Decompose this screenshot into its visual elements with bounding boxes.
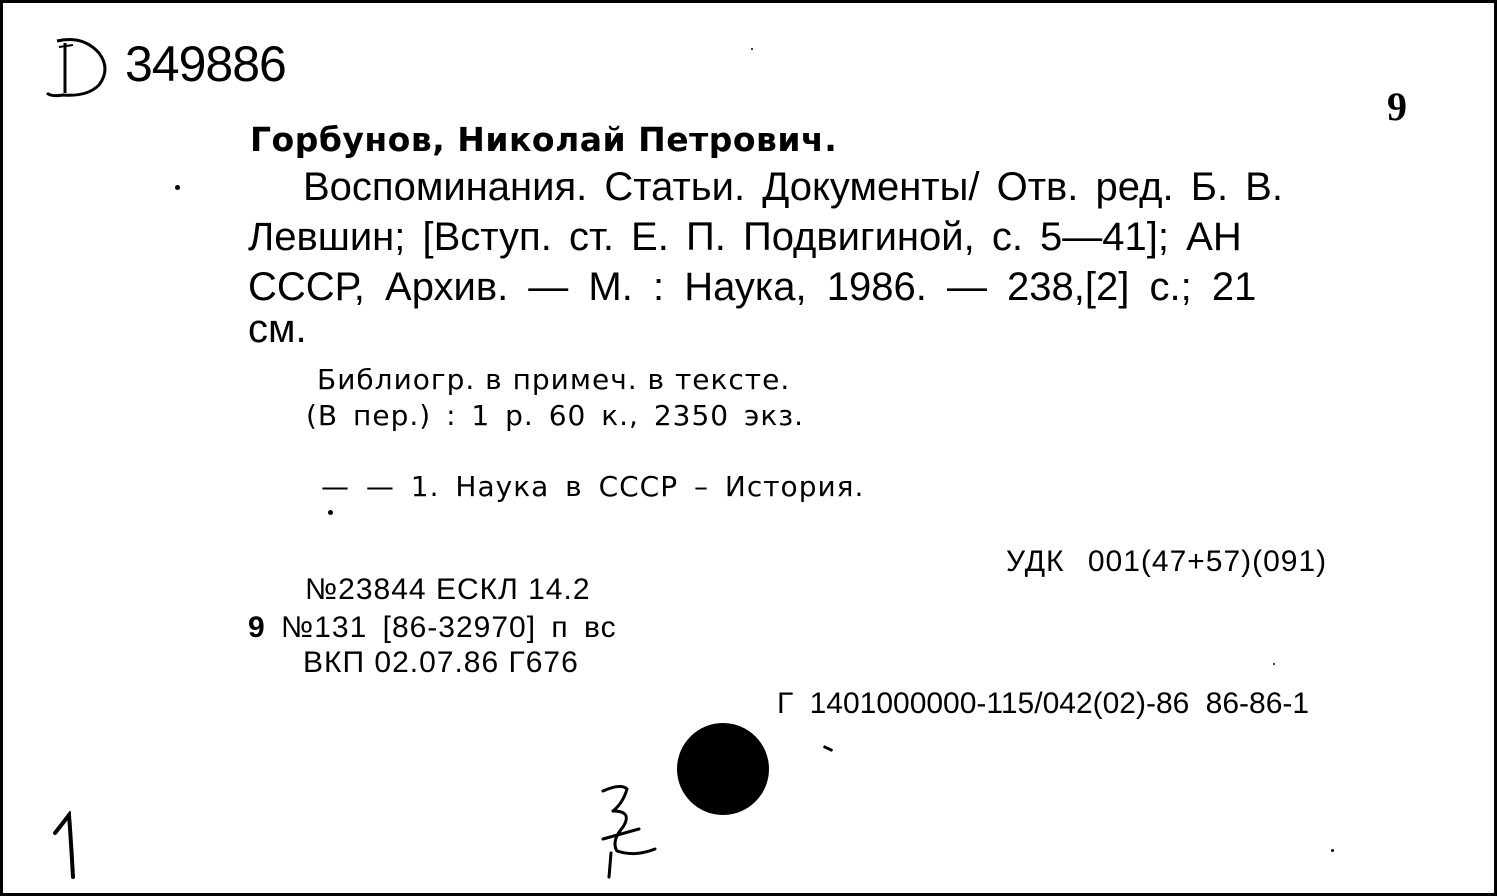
udk-classification: УДК 001(47+57)(091)	[1006, 545, 1328, 578]
catalog-record-line: №23844 ЕСКЛ 14.2	[305, 573, 591, 606]
price-code: Г 1401000000-115/042(02)-86 86-86-1	[777, 687, 1310, 720]
handwritten-one-icon	[49, 811, 89, 881]
ink-speck	[1273, 663, 1275, 665]
ink-speck	[1331, 849, 1334, 852]
ink-speck	[823, 745, 833, 752]
ink-speck	[175, 185, 180, 190]
description-line: см.	[248, 307, 307, 351]
ink-speck	[751, 48, 753, 50]
price-note: (В пер.) : 1 р. 60 к., 2350 экз.	[306, 399, 805, 432]
description-line: Воспоминания. Статьи. Документы/ Отв. ред. Б. В.	[303, 165, 1283, 209]
author-heading: Горбунов, Николай Петрович.	[250, 120, 838, 159]
subject-heading: — — 1. Наука в СССР – История.	[321, 470, 865, 503]
card-number: 9	[1387, 84, 1407, 129]
description-line: СССР, Архив. — М. : Наука, 1986. — 238,[2] с.; 21	[248, 265, 1257, 309]
catalog-record-line: ВКП 02.07.86 Г676	[303, 646, 579, 679]
catalog-record-line	[248, 611, 617, 645]
bibliography-note: Библиогр. в примеч. в тексте.	[317, 363, 791, 396]
catalog-record-text: №131 [86-32970] п вс	[281, 611, 617, 644]
handwritten-d-icon	[43, 33, 113, 103]
catalog-lead-number: 9	[248, 611, 266, 644]
punch-hole-icon	[677, 723, 769, 815]
description-line: Левшин; [Вступ. ст. Е. П. Подвигиной, с. 5—41]; АН	[248, 215, 1242, 259]
ink-speck	[328, 510, 333, 515]
handwritten-seven-icon	[593, 781, 663, 881]
shelf-mark-number: 349886	[125, 36, 286, 92]
